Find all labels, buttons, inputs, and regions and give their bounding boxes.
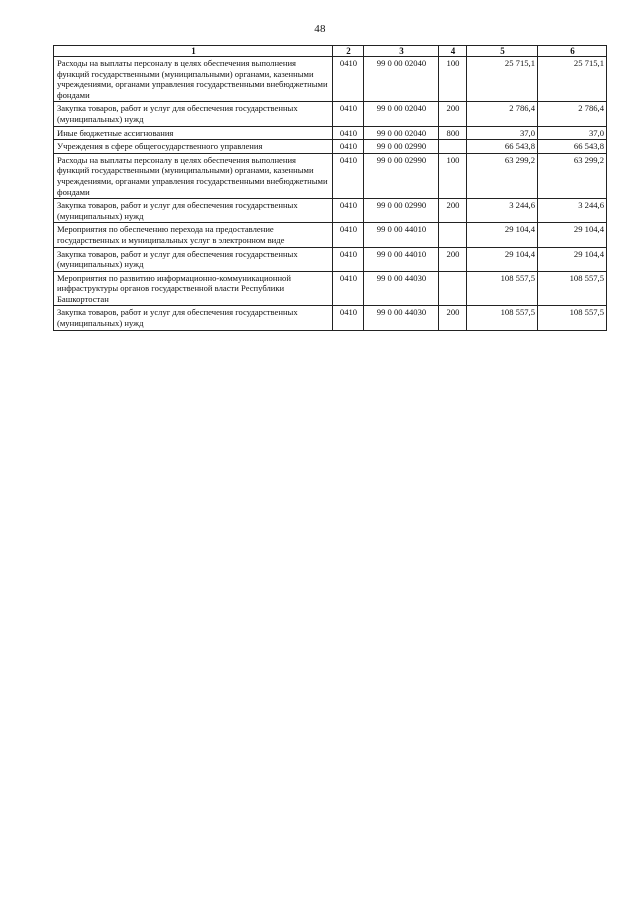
row-amount-col5: 2 786,4	[467, 102, 538, 126]
row-name-cell: Закупка товаров, работ и услуг для обеспечения государственных (муниципальных) нужд	[54, 199, 333, 223]
row-expense-kind: 200	[439, 102, 467, 126]
row-target-code: 99 0 00 02040	[364, 102, 439, 126]
table-row	[54, 271, 607, 306]
row-name-cell: Расходы на выплаты персоналу в целях обеспечения выполнения функций государственными (муниципальными) органами, казенными учреждениями, органами управления государственными внебюджетными фондами	[54, 57, 333, 102]
row-expense-kind	[439, 271, 467, 306]
row-expense-kind	[439, 223, 467, 247]
row-target-code: 99 0 00 02990	[364, 140, 439, 154]
row-amount-col5: 29 104,4	[467, 223, 538, 247]
row-target-code: 99 0 00 44010	[364, 247, 439, 271]
row-amount-col6: 108 557,5	[538, 271, 607, 306]
row-amount-col5: 108 557,5	[467, 271, 538, 306]
column-header-2: 2	[333, 46, 364, 57]
row-name-cell: Закупка товаров, работ и услуг для обеспечения государственных (муниципальных) нужд	[54, 247, 333, 271]
row-section-code: 0410	[333, 199, 364, 223]
row-section-code: 0410	[333, 57, 364, 102]
row-target-code: 99 0 00 44010	[364, 223, 439, 247]
row-section-code: 0410	[333, 306, 364, 330]
row-name-cell: Иные бюджетные ассигнования	[54, 126, 333, 140]
page-number: 48	[314, 23, 326, 35]
row-name-cell: Закупка товаров, работ и услуг для обеспечения государственных (муниципальных) нужд	[54, 102, 333, 126]
row-expense-kind: 200	[439, 247, 467, 271]
row-amount-col6: 25 715,1	[538, 57, 607, 102]
row-amount-col5: 25 715,1	[467, 57, 538, 102]
row-expense-kind: 100	[439, 57, 467, 102]
row-section-code: 0410	[333, 102, 364, 126]
row-amount-col5: 3 244,6	[467, 199, 538, 223]
row-target-code: 99 0 00 02040	[364, 126, 439, 140]
table-row	[54, 126, 607, 140]
row-amount-col5: 37,0	[467, 126, 538, 140]
row-amount-col6: 2 786,4	[538, 102, 607, 126]
row-section-code: 0410	[333, 271, 364, 306]
row-name-cell: Учреждения в сфере общегосударственного управления	[54, 140, 333, 154]
table-row	[54, 247, 607, 271]
row-expense-kind: 200	[439, 199, 467, 223]
row-amount-col5: 108 557,5	[467, 306, 538, 330]
row-amount-col5: 63 299,2	[467, 153, 538, 198]
row-target-code: 99 0 00 02990	[364, 199, 439, 223]
table-body	[54, 57, 607, 331]
table-row	[54, 306, 607, 330]
header-row	[54, 46, 607, 57]
row-expense-kind	[439, 140, 467, 154]
row-amount-col6: 29 104,4	[538, 247, 607, 271]
row-section-code: 0410	[333, 247, 364, 271]
row-amount-col5: 29 104,4	[467, 247, 538, 271]
column-header-5: 5	[467, 46, 538, 57]
table-row	[54, 140, 607, 154]
budget-table	[53, 45, 607, 331]
row-amount-col6: 37,0	[538, 126, 607, 140]
row-amount-col6: 3 244,6	[538, 199, 607, 223]
table-row	[54, 102, 607, 126]
row-section-code: 0410	[333, 126, 364, 140]
row-amount-col6: 66 543,8	[538, 140, 607, 154]
row-section-code: 0410	[333, 223, 364, 247]
table-row	[54, 153, 607, 198]
row-target-code: 99 0 00 44030	[364, 306, 439, 330]
row-name-cell: Закупка товаров, работ и услуг для обеспечения государственных (муниципальных) нужд	[54, 306, 333, 330]
table-row	[54, 199, 607, 223]
row-amount-col5: 66 543,8	[467, 140, 538, 154]
row-name-cell: Мероприятия по развитию информационно-коммуникационной инфраструктуры органов государственной власти Республики Башкортостан	[54, 271, 333, 306]
row-amount-col6: 29 104,4	[538, 223, 607, 247]
row-amount-col6: 63 299,2	[538, 153, 607, 198]
table-row	[54, 57, 607, 102]
column-header-3: 3	[364, 46, 439, 57]
row-name-cell: Расходы на выплаты персоналу в целях обеспечения выполнения функций государственными (муниципальными) органами, казенными учреждениями, органами управления государственными внебюджетными фондами	[54, 153, 333, 198]
row-section-code: 0410	[333, 153, 364, 198]
row-name-cell: Мероприятия по обеспечению перехода на предоставление государственных и муниципальных услуг в электронном виде	[54, 223, 333, 247]
column-header-4: 4	[439, 46, 467, 57]
row-amount-col6: 108 557,5	[538, 306, 607, 330]
row-target-code: 99 0 00 44030	[364, 271, 439, 306]
column-header-1: 1	[54, 46, 333, 57]
column-header-6: 6	[538, 46, 607, 57]
table-row	[54, 223, 607, 247]
row-expense-kind: 200	[439, 306, 467, 330]
row-expense-kind: 800	[439, 126, 467, 140]
row-target-code: 99 0 00 02040	[364, 57, 439, 102]
row-target-code: 99 0 00 02990	[364, 153, 439, 198]
row-expense-kind: 100	[439, 153, 467, 198]
table-header	[54, 46, 607, 57]
row-section-code: 0410	[333, 140, 364, 154]
